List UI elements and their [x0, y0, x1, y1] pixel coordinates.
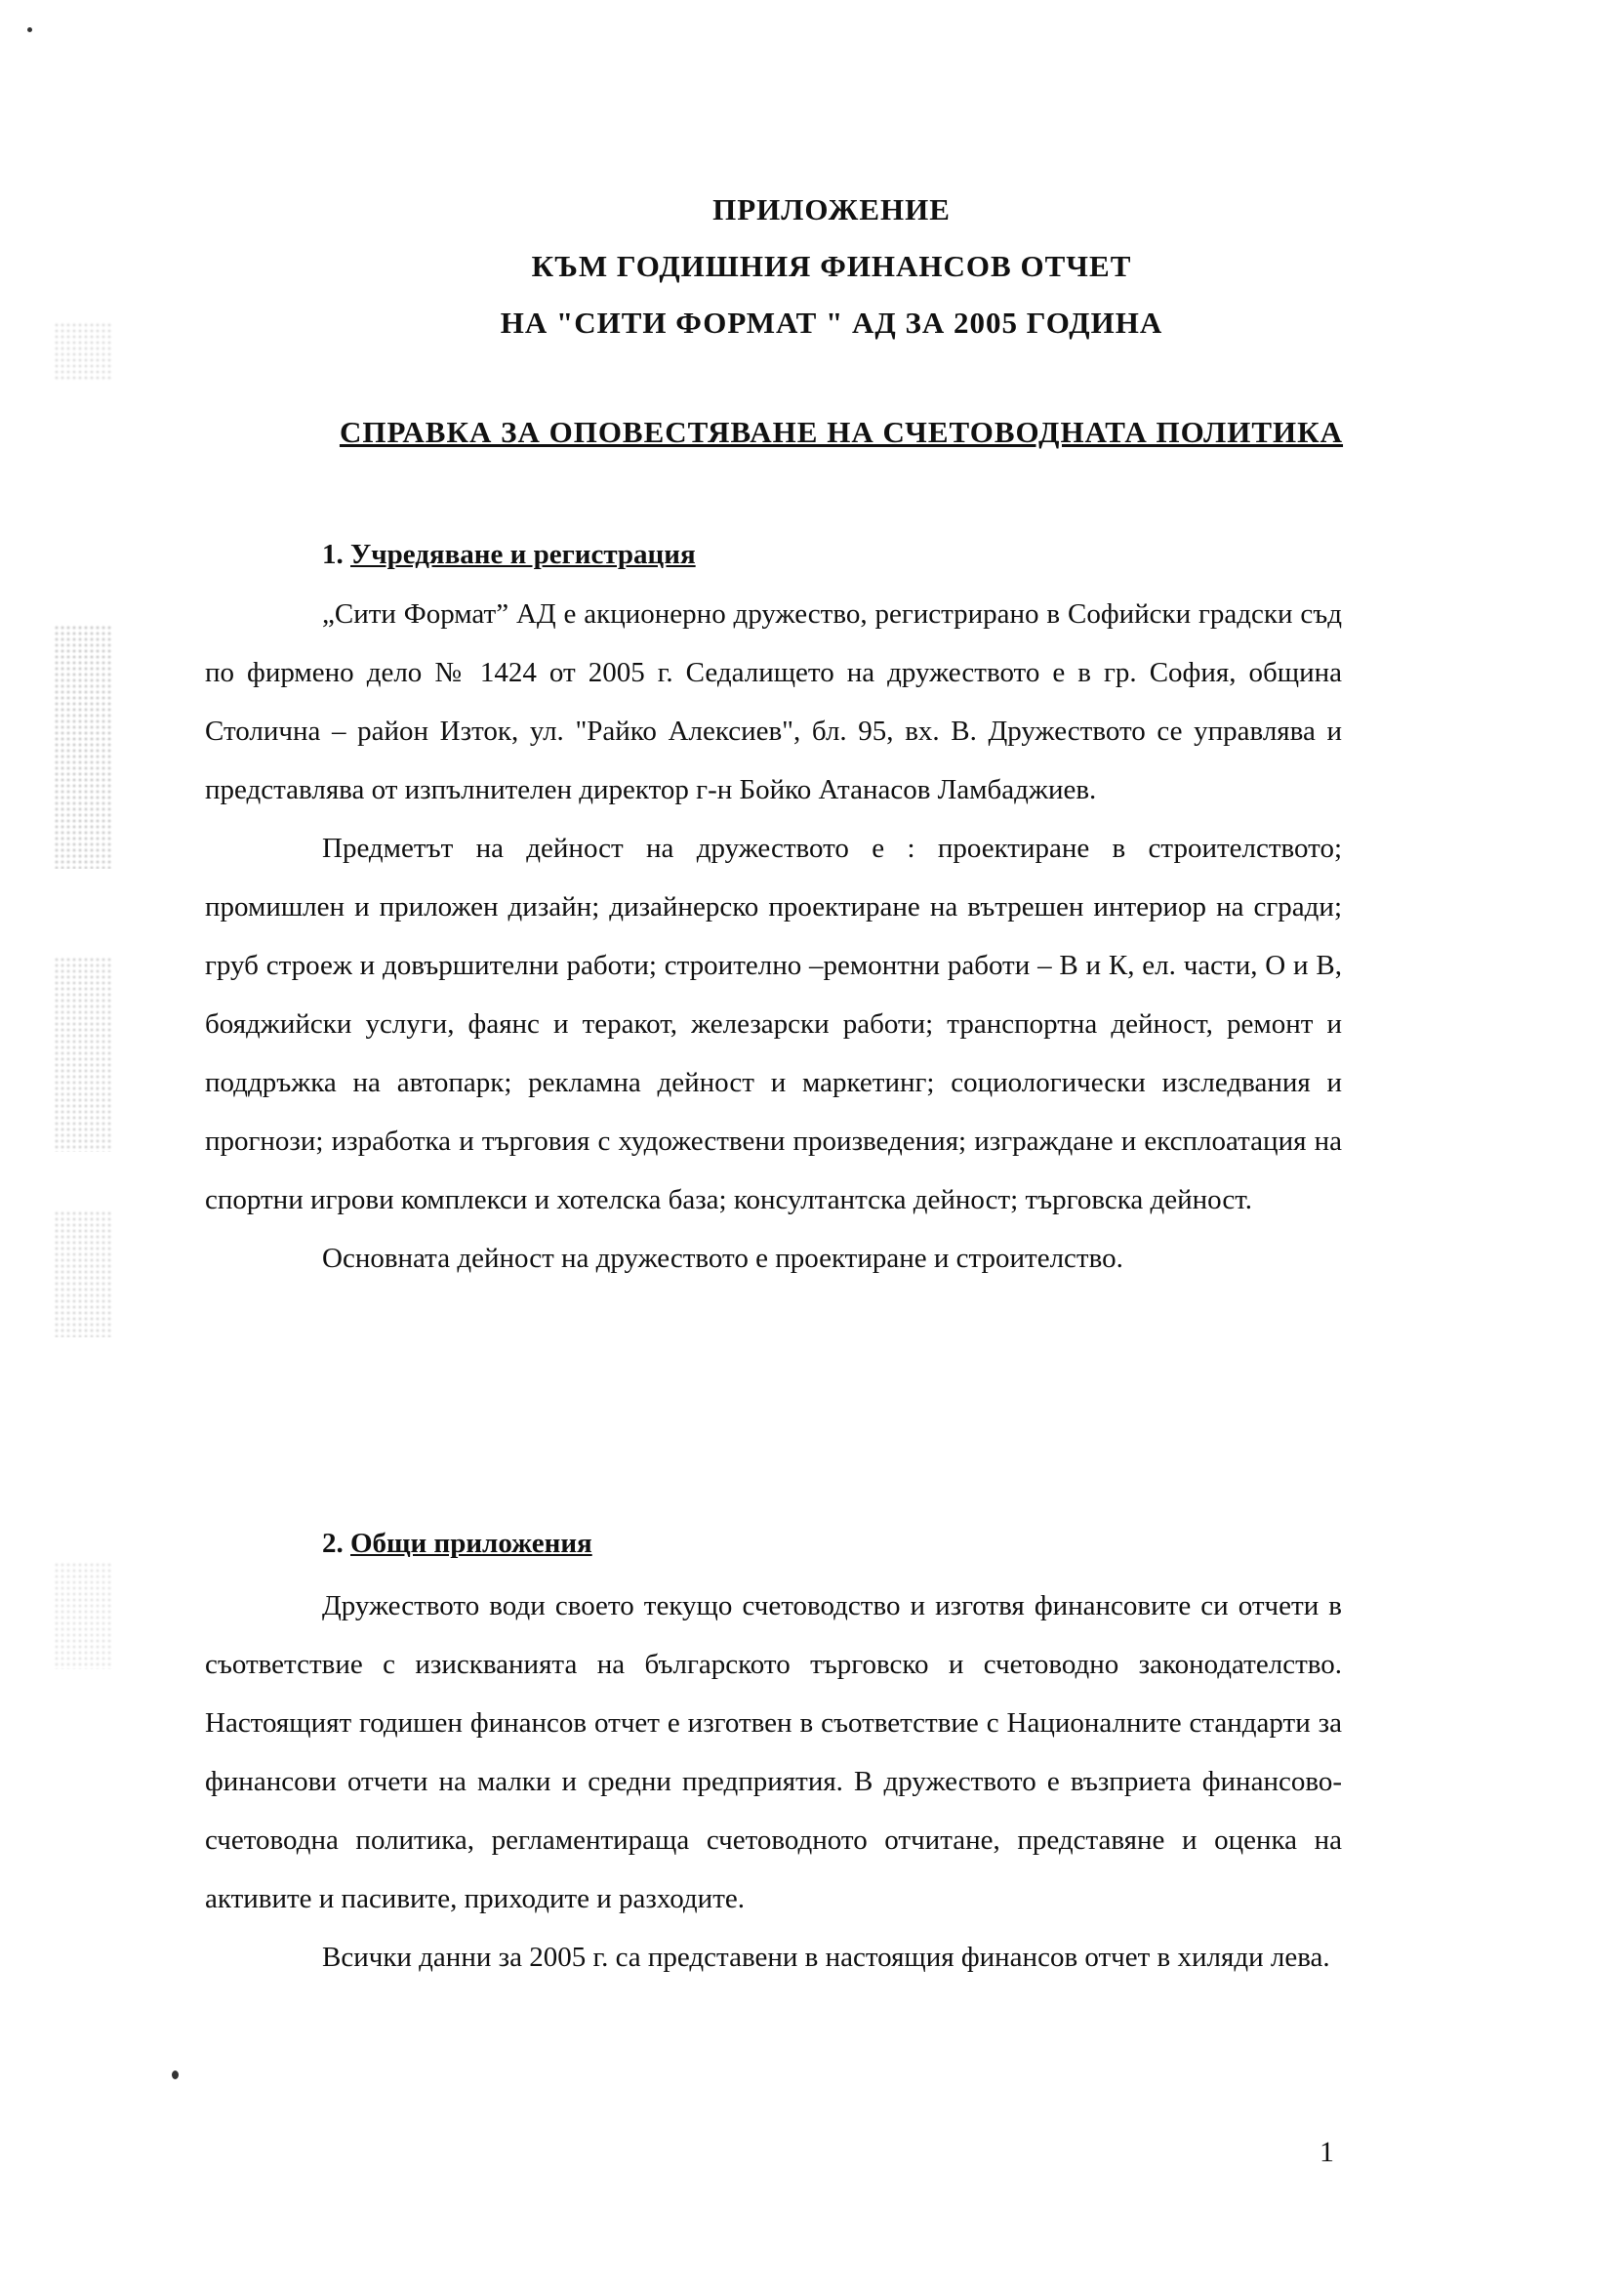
section-1-paragraph-3: Основната дейност на дружеството е проектиране и строителство.: [322, 1243, 1123, 1274]
section-1-body: [205, 585, 1342, 1288]
heading-line-1: ПРИЛОЖЕНИЕ: [712, 192, 951, 226]
document-heading: [0, 182, 1624, 351]
heading-line-3: НА "СИТИ ФОРМАТ " АД ЗА 2005 ГОДИНА: [500, 306, 1163, 340]
section-2-number: 2.: [322, 1528, 344, 1559]
section-title: СПРАВКА ЗА ОПОВЕСТЯВАНЕ НА СЧЕТОВОДНАТА ПОЛИТИКА: [339, 415, 1344, 449]
section-2-heading: [322, 1528, 592, 1560]
section-1-paragraph-1: „Сити Формат” АД е акционерно дружество, регистрирано в Софийски градски съд по фирмено дело № 1424 от 2005 г. Седалището на дружеството е в гр. София, община Столична – район Изток, ул. "Райко Алексиев", бл. 95, вх. В. Дружеството се управлява и представлява от изпълнителен директор г-н Бойко Атанасов Ламбаджиев.: [205, 598, 1342, 805]
section-2-paragraph-2: Всички данни за 2005 г. са представени в настоящия финансов отчет в хиляди лева.: [322, 1942, 1330, 1973]
section-2-title: Общи приложения: [350, 1528, 592, 1559]
scan-artifact: [54, 1210, 112, 1337]
scan-artifact: [54, 957, 112, 1152]
scan-artifact: [54, 625, 112, 869]
section-1-number: 1.: [322, 539, 344, 570]
page-number: 1: [1320, 2136, 1334, 2168]
heading-line-2: КЪМ ГОДИШНИЯ ФИНАНСОВ ОТЧЕТ: [531, 249, 1132, 283]
section-1-title: Учредяване и регистрация: [350, 539, 696, 570]
scan-speck: [172, 2070, 179, 2079]
section-2-paragraph-1: Дружеството води своето текущо счетоводство и изготвя финансовите си отчети в съответствие с изискванията на българското търговско и счетоводно законодателство. Настоящият годишен финансов отчет е изготвен в съответствие с Националните стандарти за финансови отчети на малки и средни предприятия. В дружеството е възприета финансово-счетоводна политика, регламентираща счетоводното отчитане, представяне и оценка на активите и пасивите, приходите и разходите.: [205, 1590, 1342, 1914]
section-2-body: [205, 1577, 1342, 1987]
section-1-paragraph-2: Предметът на дейност на дружеството е : проектиране в строителството; промишлен и приложен дизайн; дизайнерско проектиране на вътрешен интериор на сгради; груб строеж и довършителни работи; строително –ремонтни работи – В и К, ел. части, О и В, бояджийски услуги, фаянс и теракот, железарски работи; транспортна дейност, ремонт и поддръжка на автопарк; рекламна дейност и маркетинг; социологически изследвания и прогнози; изработка и търговия с художествени произведения; изграждане и експлоатация на спортни игрови комплекси и хотелска база; консултантска дейност; търговска дейност.: [205, 833, 1342, 1215]
scan-speck: [27, 27, 32, 32]
section-1-heading: [322, 539, 696, 571]
scan-artifact: [54, 1562, 112, 1669]
